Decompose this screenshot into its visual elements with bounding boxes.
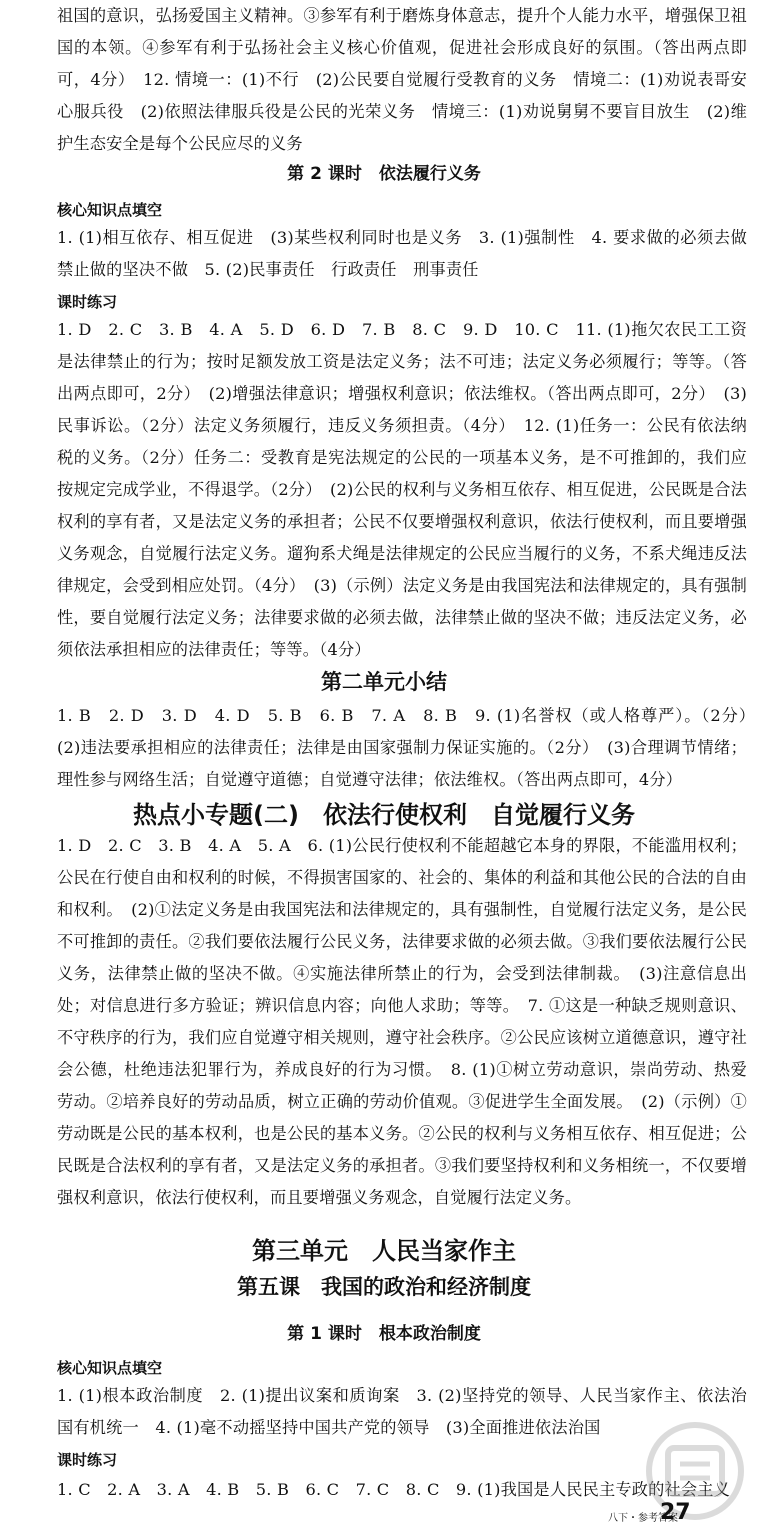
section-label-practice: 课时练习 [57,293,118,311]
core-knowledge-answers: 1. (1)相互依存、相互促进 (3)某些权利同时也是义务 3. (1)强制性 4. 要求做的必须去做 禁止做的坚决不做 5. (2)民事责任 行政责任 刑事责任 [57,228,764,279]
unit-title: 第三单元 人民当家作主 [252,1237,516,1265]
hot-topic-title: 热点小专题(二) 依法行使权利 自觉履行义务 [133,801,635,829]
paragraph-continuation: 祖国的意识，弘扬爱国主义精神。③参军有利于磨炼身体意志，提升个人能力水平，增强保卫祖国的本领。④参军有利于弘扬社会主义核心价值观，促进社会形成良好的氛围。（答出两点即可，4分） 12. 情境一：(1)不行 (2)公民要自觉履行受教育的义务 情境二：(1)劝说表哥安心服兵役 (2)依照法律服兵役是公民的光荣义务 情境三：(1)劝说舅舅不要盲目放生 (2)维护生态安全是每个公民应尽的义务 [57,6,747,153]
lesson-title-2: 第 2 课时 依法履行义务 [287,164,481,184]
chapter-title: 第五课 我国的政治和经济制度 [237,1275,531,1299]
page-number: 27 [660,1500,691,1525]
practice-answers-2: 1. C 2. A 3. A 4. B 5. B 6. C 7. C 8. C 9. (1)我国是人民民主专政的社会主义 [57,1480,731,1499]
section-label-practice-2: 课时练习 [57,1451,118,1469]
hot-topic-answers: 1. D 2. C 3. B 4. A 5. A 6. (1)公民行使权利不能超越它本身的界限，不能滥用权利；公民在行使自由和权利的时候，不得损害国家的、社会的、集体的利益和其他公民的合法的自由和权利。 (2)①法定义务是由我国宪法和法律规定的，具有强制性，自觉履行法定义务，是公民不可推卸的责任。②我们要依法履行公民义务，法律要求做的必须去做。③我们要依法履行公民义务，法律禁止做的坚决不做。④实施法律所禁止的行为，会受到法律制裁。 (3)注意信息出处；对信息进行多方验证；辨识信息内容；向他人求助；等等。 7. ①这是一种缺乏规则意识、不守秩序的行为，我们应自觉遵守相关规则，遵守社会秩序。②公民应该树立道德意识，遵守社会公德，杜绝违法犯罪行为，养成良好的行为习惯。 8. (1)①树立劳动意识，崇尚劳动、热爱劳动。②培养良好的劳动品质，树立正确的劳动价值观。③促进学生全面发展。 (2)（示例）①劳动既是公民的基本权利，也是公民的基本义务。②公民的权利与义务相互依存、相互促进；公民既是合法权利的享有者，又是法定义务的承担者。③我们要坚持权利和义务相统一，不仅要增强权利意识，依法行使权利，而且要增强义务观念，自觉履行法定义务。 [57,836,747,1207]
unit-summary-title: 第二单元小结 [321,670,447,694]
footer-label: 八下・参考答案 [608,1513,678,1524]
practice-answers: 1. D 2. C 3. B 4. A 5. D 6. D 7. B 8. C 9. D 10. C 11. (1)拖欠农民工工资是法律禁止的行为；按时足额发放工资是法定义务；法不可违；法定义务必须履行；等等。（答出两点即可，2分） (2)增强法律意识；增强权利意识；依法维权。（答出两点即可，2分） (3)民事诉讼。（2分）法定义务须履行，违反义务须担责。（4分） 12. (1)任务一：公民有依法纳税的义务。（2分）任务二：受教育是宪法规定的公民的一项基本义务，是不可推卸的，我们应按规定完成学业，不得退学。（2分） (2)公民的权利与义务相互依存、相互促进，公民既是合法权利的享有者，又是法定义务的承担者；公民不仅要增强权利意识，依法行使权利，而且要增强义务观念，自觉履行法定义务。遛狗系犬绳是法律规定的公民应当履行的义务，不系犬绳违反法律规定，会受到相应处罚。（4分） (3)（示例）法定义务是由我国宪法和法律规定的，具有强制性，要自觉履行法定义务；法律要求做的必须去做，法律禁止做的坚决不做；违反法定义务，必须依法承担相应的法律责任；等等。（4分） [57,320,747,659]
unit-summary-answers: 1. B 2. D 3. D 4. D 5. B 6. B 7. A 8. B 9. (1)名誉权（或人格尊严）。（2分） (2)违法要承担相应的法律责任；法律是由国家强制力保证实施的。（2分） (3)合理调节情绪；理性参与网络生活；自觉遵守道德；自觉遵守法律；依法维权。（答出两点即可，4分） [57,706,764,789]
core-knowledge-answers-2: 1. (1)根本政治制度 2. (1)提出议案和质询案 3. (2)坚持党的领导、人民当家作主、依法治国有机统一 4. (1)毫不动摇坚持中国共产党的领导 (3)全面推进依法治国 [57,1386,747,1437]
section-label-core-knowledge: 核心知识点填空 [57,201,163,219]
section-label-core-knowledge-2: 核心知识点填空 [57,1359,163,1377]
lesson-title-1: 第 1 课时 根本政治制度 [287,1324,481,1344]
